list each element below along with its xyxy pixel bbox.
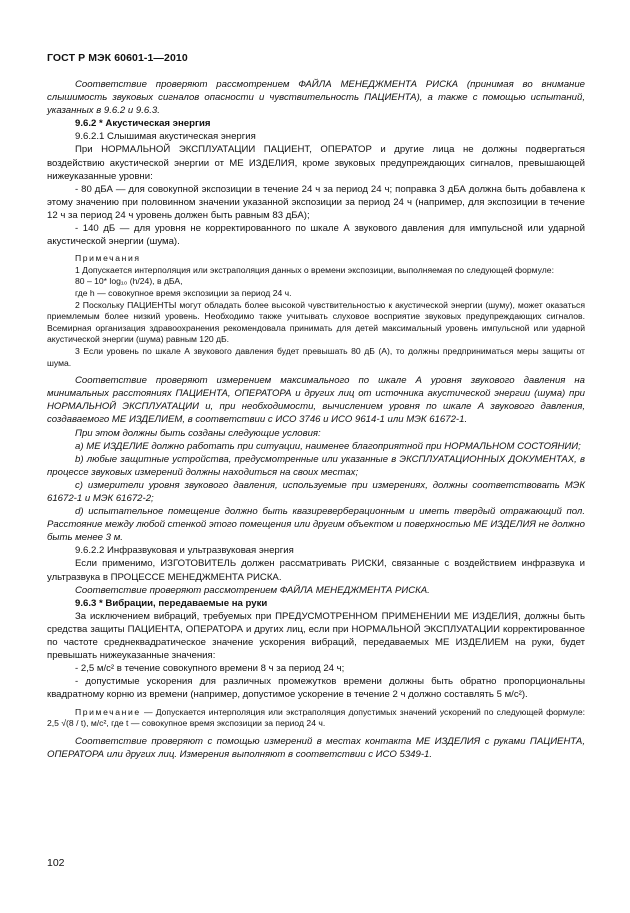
list-item: d) испытательное помещение должно быть квазиреверберационным и иметь твердый отражающий пол. Расстояние между любой стенкой этого помещения или другим объектом и поверхностью МЕ ИЗДЕЛИЯ не должно быть менее 3 м.	[47, 506, 585, 544]
paragraph: При НОРМАЛЬНОЙ ЭКСПЛУАТАЦИИ ПАЦИЕНТ, ОПЕРАТОР и другие лица не должны подвергаться воздействию акустической энергии от МЕ ИЗДЕЛИЯ, кроме звуковых предупреждающих сигналов, превышающей нижеуказанные уровни:	[47, 144, 585, 182]
list-item: a) МЕ ИЗДЕЛИЕ должно работать при ситуации, наименее благоприятной при НОРМАЛЬНОМ СОСТОЯНИИ;	[75, 440, 581, 452]
paragraph: Соответствие проверяют рассмотрением ФАЙЛА МЕНЕДЖМЕНТА РИСКА (принимая во внимание слышимость звуковых сигналов опасности и чувствительность ПАЦИЕНТА), а также с помощью испытаний, указанных в 9.6.2 и 9.6.3.	[47, 79, 585, 117]
paragraph: Соответствие проверяют рассмотрением ФАЙЛА МЕНЕДЖМЕНТА РИСКА.	[75, 584, 430, 596]
note-item: 1 Допускается интерполяция или экстраполяция данных о времени экспозиции, выполняемая по следующей формуле:	[75, 264, 554, 275]
list-item: c) измерители уровня звукового давления, используемые при измерениях, должны соответствовать МЭК 61672-1 и МЭК 61672-2;	[47, 479, 585, 504]
paragraph: Соответствие проверяют с помощью измерений в местах контакта МЕ ИЗДЕЛИЯ с руками ПАЦИЕНТА, ОПЕРАТОРА или других лиц. Измерения выполняют в соответствии с ИСО 5349-1.	[47, 735, 585, 760]
section-heading: 9.6.2 * Акустическая энергия	[75, 118, 211, 130]
paragraph: Соответствие проверяют измерением максимального по шкале А уровня звукового давления на минимальных расстояниях ПАЦИЕНТА, ОПЕРАТОРА и других лиц от источника акустической энергии (шума) при НОРМАЛЬНОЙ ЭКСПЛУАТАЦИИ и, при необходимости, вычислением уровня по шкале А звукового давления, создаваемого МЕ ИЗДЕЛИЕМ, в соответствии с ИСО 3746 и ИСО 9614-1 или МЭК 61672-1.	[47, 375, 585, 426]
subsection-heading: 9.6.2.1 Слышимая акустическая энергия	[75, 131, 256, 143]
note-label: Примечание	[75, 706, 141, 717]
notes-label: Примечания	[75, 253, 141, 264]
note-item: 2 Поскольку ПАЦИЕНТЫ могут обладать более высокой чувствительностью к акустической энергии (шуму), может оказаться приемлемым более низкий уровень. Необходимо также учитывать слуховое восприятие звуковых предупреждающих сигналов. Всемирная организация здравоохранения рекомендовала принимать для детей максимальный уровень импульсной или ударной акустической энергии (шума) равным 120 дБ.	[47, 299, 585, 345]
paragraph: Если применимо, ИЗГОТОВИТЕЛЬ должен рассматривать РИСКИ, связанные с воздействием инфразвука и ультразвука в ПРОЦЕССЕ МЕНЕДЖМЕНТА РИСКА.	[47, 558, 585, 583]
note-item: 3 Если уровень по шкале А звукового давления будет превышать 80 дБ (А), то должны предприниматься меры защиты от шума.	[47, 345, 585, 368]
formula-legend: где h — совокупное время экспозиции за период 24 ч.	[75, 288, 292, 298]
list-item: - допустимые ускорения для различных промежутков времени должны быть обратно пропорциональны квадратному корню из времени (например, допустимое ускорение в течение 2 ч должно составлять 5 м/с²).	[47, 676, 585, 701]
formula: 80 – 10* log₁₀ (h/24), в дБА,	[75, 276, 183, 287]
note-text: — Допускается интерполяция или экстраполяция допустимых значений ускорений по следующей формуле: 2,5 √(8 / t), м/с², где t — совокупное время экспозиции за период 24 ч.	[47, 706, 585, 729]
list-item: - 140 дБ — для уровня не корректированного по шкале А звукового давления для импульсной или ударной акустической энергии (шума).	[47, 223, 585, 248]
notes-block	[47, 253, 585, 369]
list-item: - 2,5 м/с² в течение совокупного времени 8 ч за период 24 ч;	[75, 663, 345, 675]
subsection-heading: 9.6.2.2 Инфразвуковая и ультразвуковая энергия	[75, 545, 294, 557]
note	[47, 707, 585, 730]
paragraph: При этом должны быть созданы следующие условия:	[75, 427, 321, 439]
page-number: 102	[47, 857, 65, 869]
section-heading: 9.6.3 * Вибрации, передаваемые на руки	[75, 597, 268, 609]
document-body	[47, 78, 585, 761]
document-header: ГОСТ Р МЭК 60601-1—2010	[47, 52, 188, 64]
list-item: b) любые защитные устройства, предусмотренные или указанные в ЭКСПЛУАТАЦИОННЫХ ДОКУМЕНТАХ, в процессе звуковых измерений должны находиться на своих местах;	[47, 453, 585, 478]
list-item: - 80 дБА — для совокупной экспозиции в течение 24 ч за период 24 ч; поправка 3 дБА должна быть добавлена к этому значению при половинном значении указанной экспозиции за период 24 ч (например, для экспозиции в течение 12 ч за период 24 ч уровень должен быть равным 83 дБА);	[47, 183, 585, 221]
paragraph: За исключением вибраций, требуемых при ПРЕДУСМОТРЕННОМ ПРИМЕНЕНИИ МЕ ИЗДЕЛИЯ, должны быть средства защиты ПАЦИЕНТА, ОПЕРАТОРА и других лиц, если при НОРМАЛЬНОЙ ЭКСПЛУАТАЦИИ корректированное по частоте среднеквадратическое значение ускорения вибраций, передаваемых МЕ ИЗДЕЛИЕМ на руки, будет превышать нижеуказанные значения:	[47, 610, 585, 662]
